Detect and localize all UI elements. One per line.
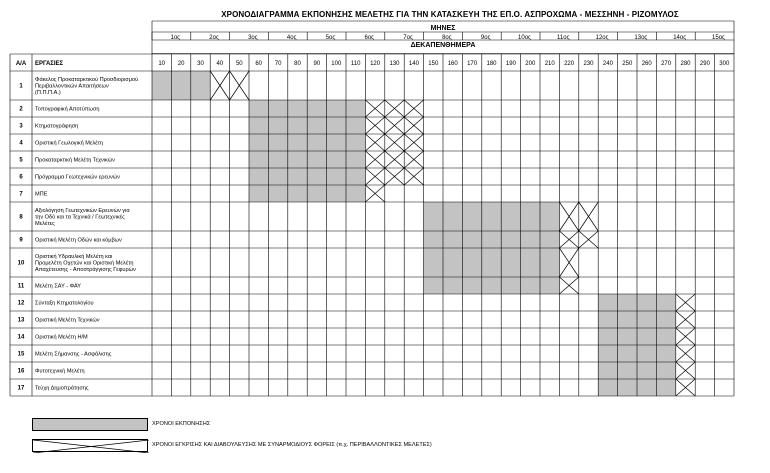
work-cell bbox=[482, 202, 501, 231]
task-number: 17 bbox=[17, 385, 25, 392]
work-cell bbox=[521, 248, 540, 277]
task-name: Μελέτη Σήμανσης - Ασφάλισης bbox=[35, 351, 112, 358]
work-cell bbox=[598, 311, 617, 328]
work-cell bbox=[462, 202, 481, 231]
work-cell bbox=[307, 134, 326, 151]
work-cell bbox=[656, 362, 675, 379]
work-cell bbox=[637, 345, 656, 362]
work-cell bbox=[268, 168, 287, 185]
work-cell bbox=[288, 134, 307, 151]
work-cell bbox=[249, 185, 268, 202]
work-cell bbox=[424, 248, 443, 277]
legend-work-swatch bbox=[32, 418, 148, 431]
task-number: 4 bbox=[19, 140, 23, 147]
work-cell bbox=[346, 134, 365, 151]
work-cell bbox=[656, 328, 675, 345]
work-cell bbox=[249, 134, 268, 151]
period-label: 250 bbox=[622, 61, 633, 67]
month-label: 10ος bbox=[518, 35, 531, 41]
work-cell bbox=[443, 248, 462, 277]
work-cell bbox=[268, 185, 287, 202]
month-label: 11ος bbox=[557, 35, 570, 41]
period-label: 300 bbox=[719, 61, 730, 67]
work-cell bbox=[327, 117, 346, 134]
month-label: 6ος bbox=[364, 35, 375, 41]
task-name: Μελέτη ΣΑΥ - ΦΑΥ bbox=[35, 283, 82, 290]
period-label: 160 bbox=[447, 61, 458, 67]
work-cell bbox=[268, 134, 287, 151]
work-cell bbox=[307, 117, 326, 134]
work-cell bbox=[598, 345, 617, 362]
task-number: 8 bbox=[19, 214, 23, 221]
work-cell bbox=[327, 168, 346, 185]
work-cell bbox=[482, 231, 501, 248]
work-cell bbox=[268, 151, 287, 168]
work-cell bbox=[521, 277, 540, 294]
period-label: 210 bbox=[544, 61, 555, 67]
period-label: 150 bbox=[428, 61, 439, 67]
period-label: 290 bbox=[699, 61, 710, 67]
task-number: 16 bbox=[17, 368, 25, 375]
work-cell bbox=[598, 328, 617, 345]
work-cell bbox=[637, 311, 656, 328]
month-label: 8ος bbox=[442, 35, 452, 41]
work-cell bbox=[598, 379, 617, 396]
work-cell bbox=[191, 71, 210, 100]
month-label: 13ος bbox=[634, 35, 648, 41]
work-cell bbox=[462, 277, 481, 294]
work-cell bbox=[540, 248, 559, 277]
work-cell bbox=[424, 202, 443, 231]
task-name: Οριστική Υδραυλική Μελέτη και Προμελέτη Οχετών και Οριστική Μελέτη Απαχέτευσης - Αποστράγγισης Γεφυρών bbox=[35, 253, 136, 274]
task-name: Οριστική Μελέτη Η/Μ bbox=[35, 334, 88, 341]
period-label: 140 bbox=[408, 61, 419, 67]
work-cell bbox=[288, 151, 307, 168]
task-name: Τεύχη Δημοπράτησης bbox=[35, 385, 89, 392]
month-label: 4ος bbox=[286, 35, 297, 41]
work-cell bbox=[443, 202, 462, 231]
work-cell bbox=[249, 151, 268, 168]
legend-work-label: ΧΡΟΝΟΙ ΕΚΠΟΝΗΣΗΣ bbox=[152, 421, 211, 427]
work-cell bbox=[346, 151, 365, 168]
work-cell bbox=[618, 294, 637, 311]
task-number: 2 bbox=[19, 106, 23, 113]
work-cell bbox=[346, 185, 365, 202]
task-number: 11 bbox=[17, 283, 25, 290]
legend-approval-swatch bbox=[32, 439, 148, 452]
work-cell bbox=[327, 100, 346, 117]
work-cell bbox=[268, 117, 287, 134]
work-cell bbox=[540, 202, 559, 231]
task-number: 12 bbox=[17, 300, 25, 307]
work-cell bbox=[249, 117, 268, 134]
work-cell bbox=[618, 311, 637, 328]
months-header: ΜΗΝΕΣ bbox=[430, 25, 456, 32]
work-cell bbox=[307, 185, 326, 202]
work-cell bbox=[424, 231, 443, 248]
task-number: 15 bbox=[17, 351, 25, 358]
work-cell bbox=[307, 151, 326, 168]
task-name: Φυτοτεχνική Μελέτη bbox=[35, 368, 85, 375]
task-number: 9 bbox=[19, 237, 23, 244]
month-label: 12ος bbox=[595, 35, 609, 41]
period-label: 20 bbox=[177, 61, 185, 67]
work-cell bbox=[327, 151, 346, 168]
task-number: 1 bbox=[19, 83, 23, 90]
month-label: 15ος bbox=[712, 35, 725, 41]
task-name: Φάκελος Προκαταρκτικού Προσδιορισμού Περιβαλλοντικών Απαιτήσεων (Π.Π.Π.Α.) bbox=[35, 76, 139, 97]
task-name: Σύνταξη Κτηματολογίου bbox=[35, 300, 94, 307]
decades-header: ΔΕΚΑΠΕΝΘΗΜΕΡΑ bbox=[410, 42, 476, 49]
work-cell bbox=[482, 277, 501, 294]
month-label: 3ος bbox=[248, 35, 258, 41]
work-cell bbox=[618, 379, 637, 396]
work-cell bbox=[462, 231, 481, 248]
month-label: 5ος bbox=[325, 35, 336, 41]
period-label: 80 bbox=[294, 61, 301, 67]
task-number: 5 bbox=[19, 157, 23, 164]
work-cell bbox=[637, 328, 656, 345]
work-cell bbox=[307, 168, 326, 185]
period-label: 240 bbox=[602, 61, 613, 67]
month-label: 1ος bbox=[170, 35, 181, 41]
work-cell bbox=[346, 117, 365, 134]
work-cell bbox=[462, 248, 481, 277]
period-label: 190 bbox=[505, 61, 516, 67]
work-cell bbox=[327, 134, 346, 151]
work-cell bbox=[637, 294, 656, 311]
work-cell bbox=[637, 362, 656, 379]
task-number: 3 bbox=[19, 123, 23, 130]
work-cell bbox=[346, 168, 365, 185]
work-cell bbox=[521, 202, 540, 231]
work-cell bbox=[521, 231, 540, 248]
period-label: 110 bbox=[350, 61, 361, 67]
task-name: Οριστική Γεωλογική Μελέτη bbox=[35, 140, 104, 147]
col-aa-header: Α/Α bbox=[15, 61, 27, 67]
period-label: 260 bbox=[641, 61, 652, 67]
work-cell bbox=[618, 362, 637, 379]
work-cell bbox=[443, 277, 462, 294]
work-cell bbox=[656, 345, 675, 362]
work-cell bbox=[618, 345, 637, 362]
period-label: 180 bbox=[486, 61, 497, 67]
period-label: 200 bbox=[525, 61, 536, 67]
task-name: Οριστική Μελέτη Τεχνικών bbox=[35, 317, 100, 324]
task-number: 14 bbox=[17, 334, 25, 341]
month-label: 14ος bbox=[673, 35, 687, 41]
task-name: Πρόγραμμα Γεωτεχνικών ερευνών bbox=[35, 174, 120, 181]
work-cell bbox=[288, 117, 307, 134]
work-cell bbox=[327, 185, 346, 202]
work-cell bbox=[152, 71, 171, 100]
work-cell bbox=[598, 294, 617, 311]
period-label: 100 bbox=[331, 61, 342, 67]
task-name: Προκαταρκτική Μελέτη Τεχνικών bbox=[35, 157, 115, 164]
work-cell bbox=[540, 277, 559, 294]
work-cell bbox=[424, 277, 443, 294]
period-label: 220 bbox=[564, 61, 575, 67]
chart-title: ΧΡΟΝΟΔΙΑΓΡΑΜΜΑ ΕΚΠΟΝΗΣΗΣ ΜΕΛΕΤΗΣ ΓΙΑ ΤΗΝ ΚΑΤΑΣΚΕΥΗ ΤΗΣ ΕΠ.Ο. ΑΣΠΡΟΧΩΜΑ - ΜΕΣΣΗΝΗ - ΡΙΖΟΜΥΛΟΣ bbox=[221, 10, 679, 19]
col-tasks-header: ΕΡΓΑΣΙΕΣ bbox=[35, 61, 64, 67]
work-cell bbox=[346, 100, 365, 117]
work-cell bbox=[482, 248, 501, 277]
work-cell bbox=[598, 362, 617, 379]
task-name: Κτηματογράφηση bbox=[35, 123, 79, 130]
work-cell bbox=[249, 100, 268, 117]
month-label: 2ος bbox=[209, 35, 219, 41]
work-cell bbox=[288, 185, 307, 202]
work-cell bbox=[618, 328, 637, 345]
work-cell bbox=[288, 168, 307, 185]
month-label: 9ος bbox=[480, 35, 491, 41]
period-label: 10 bbox=[158, 61, 166, 67]
work-cell bbox=[501, 202, 520, 231]
period-label: 40 bbox=[216, 61, 224, 67]
work-cell bbox=[637, 379, 656, 396]
task-number: 13 bbox=[17, 317, 25, 324]
work-cell bbox=[540, 231, 559, 248]
task-name: Οριστική Μελέτη Οδών και κόμβων bbox=[35, 237, 122, 244]
period-label: 90 bbox=[313, 61, 321, 67]
work-cell bbox=[656, 379, 675, 396]
period-label: 120 bbox=[370, 61, 381, 67]
task-number: 6 bbox=[19, 174, 23, 181]
work-cell bbox=[501, 277, 520, 294]
work-cell bbox=[501, 248, 520, 277]
task-name: ΜΠΕ bbox=[35, 191, 48, 198]
period-label: 270 bbox=[661, 61, 672, 67]
work-cell bbox=[501, 231, 520, 248]
task-name: Τοπογραφική Αποτύπωση bbox=[35, 106, 100, 113]
legend-approval-label: ΧΡΟΝΟΙ ΕΓΚΡΙΣΗΣ ΚΑΙ ΔΙΑΒΟΥΛΕΥΣΗΣ ΜΕ ΣΥΝΑΡΜΟΔΙΟΥΣ ΦΟΡΕΙΣ (π.χ. ΠΕΡΙΒΑΛΛΟΝΤΙΚΕΣ ΜΕΛΕΤΕΣ) bbox=[152, 442, 432, 448]
work-cell bbox=[249, 168, 268, 185]
period-label: 50 bbox=[235, 61, 243, 67]
task-number: 7 bbox=[19, 191, 23, 198]
work-cell bbox=[443, 231, 462, 248]
work-cell bbox=[268, 100, 287, 117]
month-label: 7ος bbox=[403, 35, 413, 41]
period-label: 130 bbox=[389, 61, 400, 67]
work-cell bbox=[171, 71, 190, 100]
period-label: 280 bbox=[680, 61, 691, 67]
period-label: 30 bbox=[197, 61, 204, 67]
work-cell bbox=[307, 100, 326, 117]
work-cell bbox=[656, 311, 675, 328]
period-label: 230 bbox=[583, 61, 594, 67]
task-number: 10 bbox=[17, 260, 25, 267]
task-name: Αξιολόγηση Γεωτεχνικών Ερευνών για την Οδό και τα Τεχνικά / Γεωτεχνικές Μελέτες bbox=[35, 207, 130, 228]
period-label: 170 bbox=[467, 61, 478, 67]
work-cell bbox=[288, 100, 307, 117]
period-label: 70 bbox=[274, 61, 282, 67]
work-cell bbox=[656, 294, 675, 311]
period-label: 60 bbox=[255, 61, 263, 67]
